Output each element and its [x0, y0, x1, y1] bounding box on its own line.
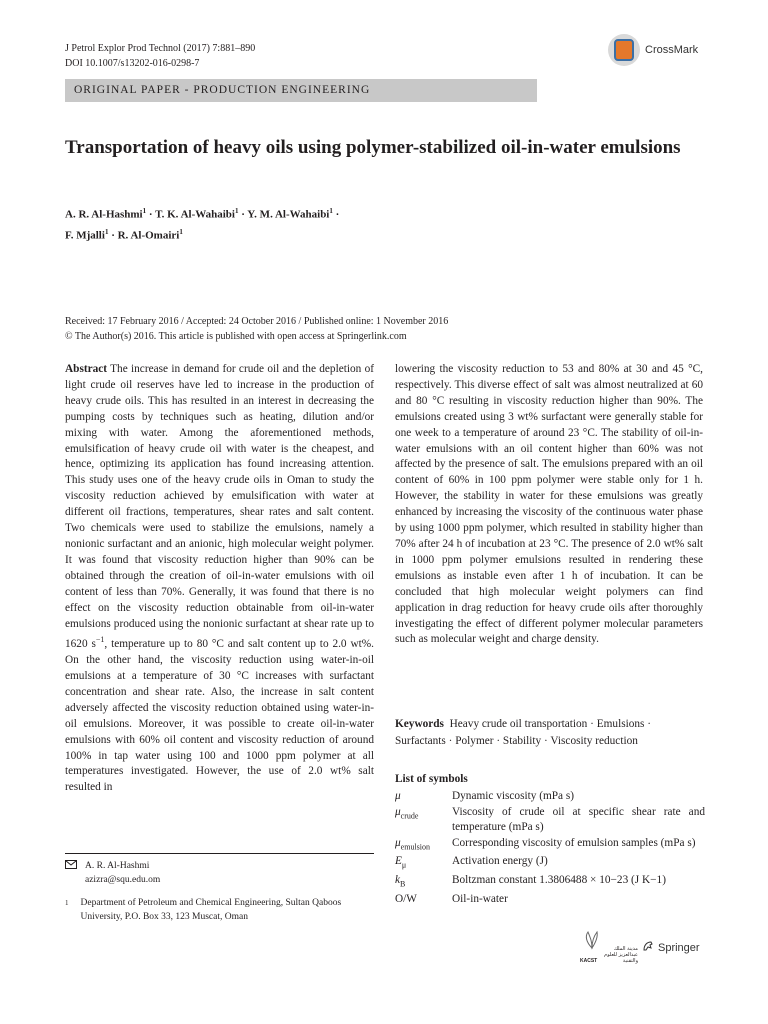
symbol: $\mu_{crude}$: [395, 805, 419, 820]
copyright-line: © The Author(s) 2016. This article is published with open access at Springerlink.com: [65, 330, 407, 342]
crossmark-icon: [608, 34, 640, 66]
author-name[interactable]: T. K. Al-Wahaibi: [155, 208, 235, 221]
author-affiliation-mark: 1: [142, 207, 147, 215]
symbol-definition: Oil-in-water: [452, 892, 508, 905]
author-list: [65, 203, 705, 244]
author-affiliation-mark: 1: [179, 227, 183, 236]
corr-email[interactable]: azizra@squ.edu.om: [85, 874, 161, 885]
symbol-row: [395, 836, 705, 855]
crossmark-label: CrossMark: [645, 44, 699, 56]
author-affiliation-mark: 1: [329, 207, 333, 215]
author-name[interactable]: Y. M. Al-Wahaibi: [247, 208, 330, 221]
affiliation-number: 1: [65, 899, 69, 907]
author-name[interactable]: F. Mjalli: [65, 229, 105, 242]
envelope-icon: [65, 860, 77, 887]
symbol: $\mu_{emulsion}$: [395, 836, 431, 851]
abstract-label: Abstract: [65, 363, 108, 375]
paper-title: Transportation of heavy oils using polymer-stabilized oil-in-water emulsions: [65, 137, 681, 158]
author-separator: ·: [332, 208, 340, 221]
crossmark-badge[interactable]: [608, 30, 718, 70]
symbol-row: [395, 805, 705, 836]
corresponding-author: [65, 860, 374, 887]
symbol-row: [395, 789, 705, 805]
dates-line: Received: 17 February 2016 / Accepted: 24 October 2016 / Published online: 1 November 2016: [65, 316, 449, 327]
abstract-column-1: [65, 362, 374, 796]
symbol-definition: Dynamic viscosity (mPa s): [452, 790, 575, 802]
symbol-definition: Activation energy (J): [452, 855, 548, 868]
symbol-definition: Corresponding viscosity of emulsion samples (mPa s): [452, 836, 696, 849]
kacst-arabic: مدينة الملك عبدالعزيز للعلوم والتقنية: [604, 946, 638, 964]
symbols-table: [395, 789, 705, 907]
publisher-logos: [578, 930, 708, 966]
abstract-column-2: lowering the viscosity reduction to 53 and 80% at 30 and 45 °C, respectively. This diverse effect of salt was almost neutralized at 60 and 80 °C resulting in viscosity reduction higher than 90%. The emulsions created using 3 wt% surfactant were generally stable for one week to a temperature of around 23 °C. The stability of oil-in-water emulsions with an oil content higher than 60% was not affected by the presence of salt. The emulsions prepared with an oil content of 60% in 100 ppm polymer were stable only for 1 h. However, the stability in water for these emulsions was greatly enhanced by increasing the viscosity of the continuous water phase by using 1000 ppm polymer, which resulted in stability higher than 70% after 24 h of incubation at 23 °C. The presence of 2.0 wt% salt in 1000 ppm polymer emulsions resulted in rendering these emulsions as instable even after 1 h of incubation. It can be concluded that high molecular weight polymers can find application in drag reduction for heavy crude oils after thoroughly investigating the effect of different polymer molecular parameters such as molecular weight and charge density.: [395, 363, 703, 646]
section-banner: ORIGINAL PAPER - PRODUCTION ENGINEERING: [65, 79, 537, 102]
abstract-text-part2: , temperature up to 80 °C and salt content up to 2.0 wt%. On the other hand, the viscosity reduction using water-in-oil emulsions at a temperature of 30 °C increases with surfactant concentration and shear rate. Also, the increase in salt content adversely affected the viscosity reduction obtained using water-in-oil emulsions. Moreover, it was possible to create oil-in-water emulsions with 60% oil content and viscosity reduction of around 100% in tap water using 100 and 1000 ppm polymer at all temperatures investigated. However, the use of 2.0 wt% salt resulted in: [65, 638, 374, 794]
author-separator: ·: [238, 208, 248, 221]
author-affiliation-mark: 1: [104, 227, 109, 236]
keywords-label: Keywords: [395, 718, 444, 730]
symbols-heading: List of symbols: [395, 773, 468, 785]
affiliation-text: Department of Petroleum and Chemical Engineering, Sultan Qaboos University, P.O. Box 33, 123 Muscat, Oman: [80, 898, 342, 922]
symbol: $k_B$: [395, 874, 406, 889]
symbol-definition: Viscosity of crude oil at specific shear rate and temperature (mPa s): [452, 805, 705, 833]
springer-label: Springer: [658, 942, 700, 954]
publication-dates: [65, 315, 705, 344]
keywords-block: [395, 716, 703, 749]
author-name[interactable]: R. Al-Omairi: [117, 229, 180, 242]
author-line-1: [65, 203, 705, 224]
symbol: μ: [395, 790, 401, 802]
author-separator: ·: [146, 208, 156, 221]
keywords-text: Heavy crude oil transportation · Emulsions · Surfactants · Polymer · Stability · Viscosity reduction: [395, 718, 652, 747]
symbol-row: [395, 873, 705, 892]
author-affiliation-mark: 1: [234, 207, 239, 215]
symbol-row: [395, 854, 705, 873]
author-separator: ·: [108, 229, 118, 242]
abstract-text-part1: The increase in demand for crude oil and the depletion of light crude oil reserves have led to increase in the production of heavy crude oils. This has resulted in an interest in decreasing the pumping costs by techniques such as heating, dilution and/or mixing with water. Among the aforementioned methods, emulsification of heavy crude oil with water is the cheapest, and hence, optimizing its application has found increasing attention. This study uses one of the heavy crude oils in Oman to study the viscosity reduction achieved by emulsification with water at different oil fractions, temperatures, shear rates and salt content. Two chemicals were used to stabilize the emulsions, namely a nonionic surfactant and an anionic, high molecular weight polymer. It was found that viscosity reduction higher than 90% can be obtained through the creation of oil-in-water emulsions with oil content of less than 70%. Generally, it was found that there is no effect on the viscosity reduction obtainable from oil-in-water emulsions produced using the nonionic surfactant at shear rate up to 1620 s: [65, 363, 375, 651]
author-name[interactable]: A. R. Al-Hashmi: [65, 208, 143, 221]
journal-line: J Petrol Explor Prod Technol (2017) 7:881–890: [65, 43, 256, 54]
symbol-row: [395, 892, 705, 908]
doi-line[interactable]: DOI 10.1007/s13202-016-0298-7: [65, 58, 200, 69]
corr-name: A. R. Al-Hashmi: [85, 861, 150, 871]
journal-citation: [65, 41, 255, 71]
abstract-superscript: −1: [95, 635, 105, 645]
symbol-definition: Boltzman constant 1.3806488 × 10−23 (J K−1): [452, 874, 666, 886]
author-line-2: [65, 224, 705, 245]
symbol: $E_\mu$: [395, 855, 407, 870]
kacst-latin: KACST: [580, 958, 598, 964]
footnote-divider: [65, 853, 374, 854]
springer-horse-icon: [642, 939, 654, 957]
kacst-logo: [578, 930, 638, 966]
kacst-leaf-icon: [582, 930, 602, 950]
affiliation: [65, 897, 374, 924]
symbol: O/W: [395, 892, 417, 905]
